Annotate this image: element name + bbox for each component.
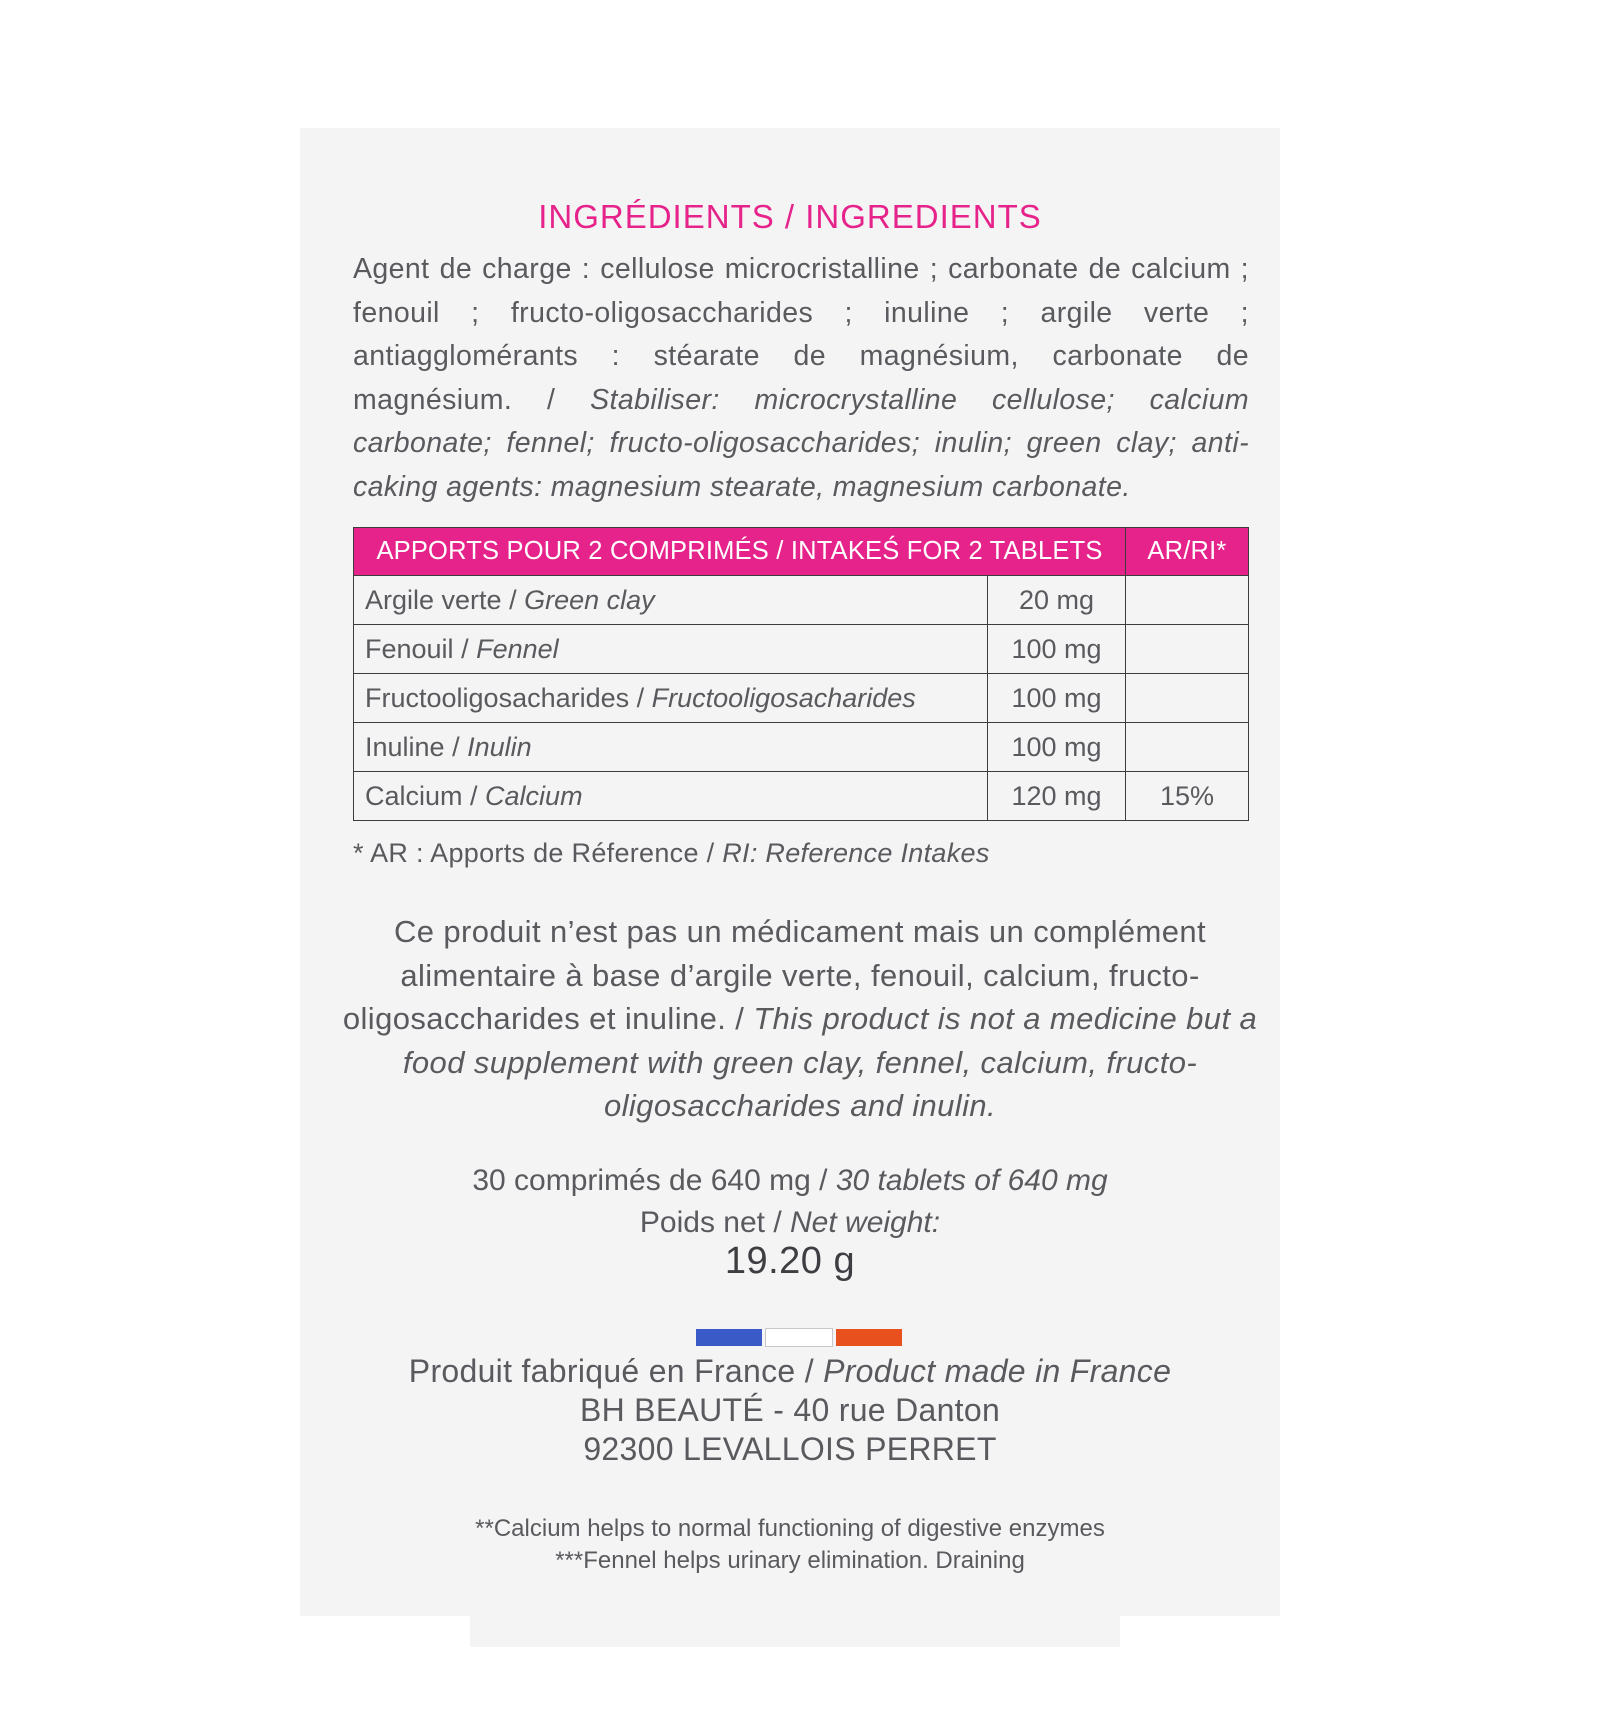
- nutrient-ri: [1126, 723, 1249, 772]
- nutrient-name-fr: Argile verte: [365, 584, 502, 615]
- nutrient-ri: [1126, 625, 1249, 674]
- ingredients-english: Stabiliser: microcrystalline cellulose; calcium carbonate; fennel; fructo-oligosaccharides; inulin; green clay; anti-caking agents: magnesium stearate, magnesium carbonate.: [353, 383, 1249, 503]
- made-in-france: [300, 1352, 1280, 1391]
- address-line-1: BH BEAUTÉ - 40 rue Danton: [579, 1392, 1001, 1428]
- tablet-count: [300, 1160, 1280, 1202]
- claim-calcium: **Calcium helps to normal functioning of digestive enzymes: [475, 1515, 1105, 1542]
- claim-fennel: ***Fennel helps urinary elimination. Draining: [555, 1547, 1025, 1574]
- ingredients-french: Agent de charge : cellulose microcristalline ; carbonate de calcium ; fenouil ; fructo-oligosaccharides ; inuline ; argile verte ; antiagglomérants : stéarate de magnésium, carbonate de magnésium.: [353, 253, 1249, 416]
- address-line-2: 92300 LEVALLOIS PERRET: [583, 1431, 997, 1467]
- tablet-count-fr: 30 comprimés de 640 mg: [472, 1164, 811, 1197]
- nutrient-name-fr: Fenouil: [365, 633, 454, 664]
- nutrient-name-sep: /: [501, 584, 525, 615]
- flag-blue-stripe: [696, 1329, 762, 1346]
- nutrient-name-en: Green clay: [524, 584, 655, 615]
- nutrient-amount: 100 mg: [988, 674, 1126, 723]
- made-in-sep: /: [795, 1353, 824, 1389]
- nutrition-header-row: [354, 528, 1249, 576]
- disclaimer-text: [340, 910, 1260, 1128]
- nutrient-amount: 100 mg: [988, 723, 1126, 772]
- origin-block: [300, 1352, 1280, 1469]
- disclaimer-sep: /: [726, 1001, 754, 1036]
- header-intake: APPORTS POUR 2 COMPRIMÉS / INTAKEŚ FOR 2 TABLETS: [354, 528, 1126, 576]
- health-claims: [300, 1513, 1280, 1577]
- quantity-block: [300, 1160, 1280, 1244]
- footnote-sep: /: [698, 838, 723, 868]
- nutrition-row: [354, 723, 1249, 772]
- header-ri: AR/RI*: [1126, 528, 1249, 576]
- made-in-en: Product made in France: [823, 1353, 1172, 1389]
- nutrient-name-en: Fennel: [476, 633, 559, 664]
- french-flag-icon: [696, 1329, 902, 1346]
- made-in-fr: Produit fabriqué en France: [408, 1353, 796, 1389]
- nutrient-name-sep: /: [629, 682, 652, 713]
- nutrient-name-fr: Calcium: [365, 780, 463, 811]
- nutrient-name-sep: /: [444, 731, 468, 762]
- nutrient-name: [354, 625, 988, 674]
- nutrition-row: [354, 772, 1249, 821]
- nutrient-name-en: Inulin: [467, 731, 532, 762]
- nutrient-amount: 20 mg: [988, 576, 1126, 625]
- disclaimer-en: This product is not a medicine but a food supplement with green clay, fennel, calcium, fructo-oligosaccharides and inulin.: [402, 1001, 1258, 1123]
- tablet-count-en: 30 tablets of 640 mg: [835, 1164, 1108, 1197]
- nutrition-row: [354, 576, 1249, 625]
- flag-red-stripe: [836, 1329, 902, 1346]
- nutrient-ri: [1126, 674, 1249, 723]
- nutrient-name: [354, 576, 988, 625]
- net-weight-label-fr: Poids net: [639, 1206, 765, 1239]
- nutrient-name-fr: Fructooligosacharides: [365, 682, 630, 713]
- net-weight-value: 19.20 g: [724, 1240, 856, 1282]
- nutrient-name: [354, 674, 988, 723]
- flag-white-stripe: [766, 1329, 832, 1346]
- ingredients-separator: /: [512, 383, 591, 416]
- nutrient-amount: 120 mg: [988, 772, 1126, 821]
- nutrient-name: [354, 723, 988, 772]
- nutrient-amount: 100 mg: [988, 625, 1126, 674]
- nutrient-name: [354, 772, 988, 821]
- nutrient-name-fr: Inuline: [365, 731, 445, 762]
- tablet-count-sep: /: [810, 1164, 836, 1197]
- ingredients-title: INGRÉDIENTS / INGREDIENTS: [538, 198, 1042, 235]
- nutrient-name-sep: /: [453, 633, 477, 664]
- nutrient-name-sep: /: [462, 780, 486, 811]
- net-weight-label: [300, 1202, 1280, 1244]
- footnote-fr: * AR : Apports de Réference: [353, 838, 699, 868]
- nutrient-ri: 15%: [1126, 772, 1249, 821]
- ingredients-text: [353, 248, 1249, 509]
- label-bottom-tab: [470, 1615, 1120, 1647]
- reference-intakes-footnote: [353, 838, 990, 869]
- nutrition-row: [354, 625, 1249, 674]
- disclaimer-fr: Ce produit n’est pas un médicament mais un complément alimentaire à base d’argile verte, fenouil, calcium, fructo-oligosaccharides et inuline.: [342, 914, 1207, 1036]
- net-weight-label-sep: /: [765, 1206, 791, 1239]
- nutrient-name-en: Fructooligosacharides: [651, 682, 916, 713]
- nutrition-row: [354, 674, 1249, 723]
- footnote-en: RI: Reference Intakes: [722, 838, 990, 868]
- net-weight-label-en: Net weight:: [790, 1206, 941, 1239]
- nutrient-ri: [1126, 576, 1249, 625]
- nutrition-table: [353, 527, 1249, 821]
- nutrient-name-en: Calcium: [485, 780, 583, 811]
